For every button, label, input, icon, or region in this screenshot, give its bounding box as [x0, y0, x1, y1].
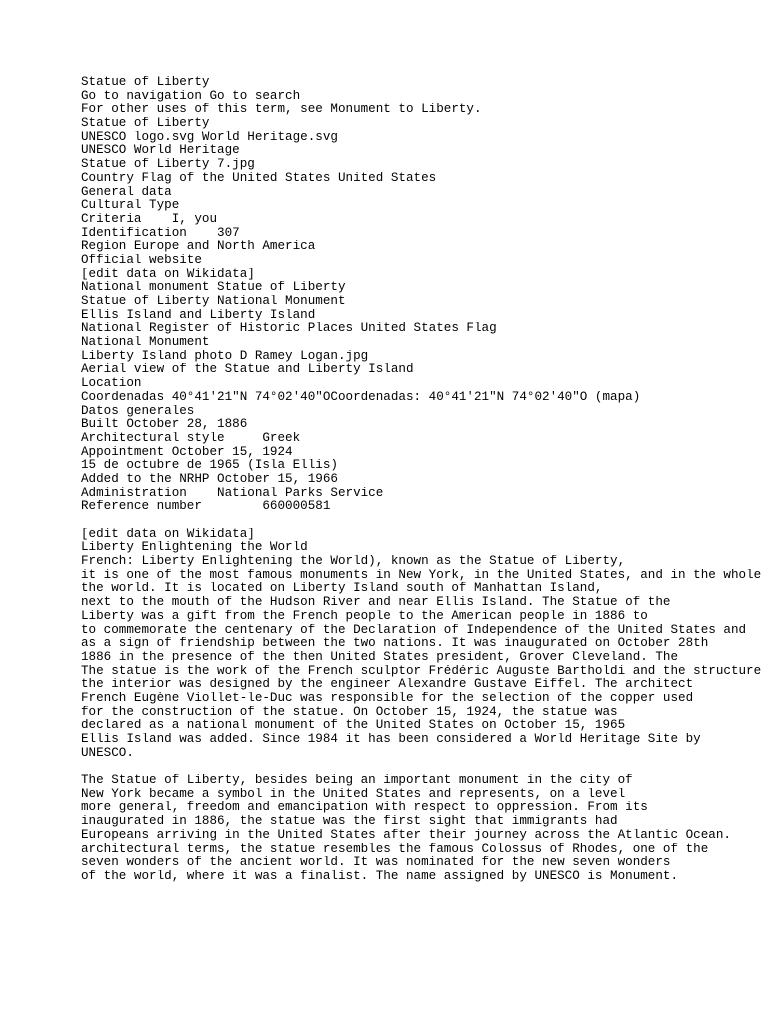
- text-line: [edit data on Wikidata]: [81, 527, 255, 541]
- text-line: Statue of Liberty: [81, 76, 210, 89]
- text-line: Aerial view of the Statue and Liberty Island: [81, 363, 414, 377]
- text-line: next to the mouth of the Hudson River and near Ellis Island. The Statue of the: [81, 596, 671, 610]
- text-line: Statue of Liberty: [81, 117, 210, 131]
- text-line: declared as a national monument of the United States on October 15, 1965: [81, 719, 626, 733]
- text-line: The Statue of Liberty, besides being an important monument in the city of: [81, 774, 633, 788]
- text-line: the world. It is located on Liberty Island south of Manhattan Island,: [81, 582, 603, 596]
- text-line: Liberty Enlightening the World: [81, 541, 308, 555]
- text-line: National Register of Historic Places United States Flag: [81, 322, 497, 336]
- text-line: UNESCO.: [81, 746, 134, 760]
- text-line: the interior was designed by the engineer Alexandre Gustave Eiffel. The architect: [81, 678, 694, 692]
- text-line: 1886 in the presence of the then United States president, Grover Cleveland. The: [81, 650, 679, 664]
- symbolism-paragraph: [81, 774, 768, 884]
- text-line: National monument Statue of Liberty: [81, 281, 346, 295]
- text-line: Country Flag of the United States United States: [81, 171, 437, 185]
- text-line: Go to navigation Go to search: [81, 89, 301, 103]
- text-line: it is one of the most famous monuments in New York, in the United States, and in the whole: [81, 568, 762, 582]
- text-line: Appointment October 15, 1924: [81, 445, 293, 459]
- text-line: Built October 28, 1886: [81, 418, 248, 432]
- text-line: National Monument: [81, 336, 210, 350]
- text-line: of the world, where it was a finalist. The name assigned by UNESCO is Monument.: [81, 869, 679, 883]
- text-line: inaugurated in 1886, the statue was the first sight that immigrants had: [81, 815, 618, 829]
- text-line: Location: [81, 377, 142, 391]
- text-line: The statue is the work of the French sculptor Frédéric Auguste Bartholdi and the structure: [81, 664, 762, 678]
- text-line: Criteria I, you: [81, 212, 218, 226]
- text-line: as a sign of friendship between the two nations. It was inaugurated on October 28th: [81, 637, 709, 651]
- infobox-section: [81, 76, 768, 514]
- text-line: Ellis Island was added. Since 1984 it has been considered a World Heritage Site by: [81, 733, 701, 746]
- text-line: For other uses of this term, see Monument to Liberty.: [81, 103, 482, 117]
- text-line: Statue of Liberty 7.jpg: [81, 158, 255, 172]
- text-line: Administration National Parks Service: [81, 486, 384, 500]
- document-text: [81, 76, 768, 884]
- text-line: architectural terms, the statue resembles the famous Colossus of Rhodes, one of the: [81, 842, 709, 856]
- text-line: UNESCO logo.svg World Heritage.svg: [81, 130, 338, 144]
- text-line: New York became a symbol in the United States and represents, on a level: [81, 787, 626, 801]
- text-line: Liberty Island photo D Ramey Logan.jpg: [81, 349, 369, 363]
- text-line: Liberty was a gift from the French people to the American people in 1886 to: [81, 609, 648, 623]
- text-line: French Eugène Viollet-le-Duc was responsible for the selection of the copper used: [81, 691, 694, 705]
- text-line: Official website: [81, 253, 202, 267]
- text-line: more general, freedom and emancipation with respect to oppression. From its: [81, 801, 648, 815]
- blank-line: [81, 760, 768, 774]
- text-line: for the construction of the statue. On October 15, 1924, the statue was: [81, 705, 618, 719]
- text-line: to commemorate the centenary of the Declaration of Independence of the United States and: [81, 623, 747, 637]
- text-line: Statue of Liberty National Monument: [81, 295, 346, 308]
- text-line: 15 de octubre de 1965 (Isla Ellis): [81, 459, 338, 473]
- text-line: Architectural style Greek: [81, 431, 301, 445]
- text-line: General data: [81, 185, 172, 199]
- text-line: Added to the NRHP October 15, 1966: [81, 472, 338, 486]
- blank-line: [81, 514, 768, 528]
- text-line: French: Liberty Enlightening the World), known as the Statue of Liberty,: [81, 555, 626, 569]
- text-line: Identification 307: [81, 226, 240, 240]
- text-line: Coordenadas 40°41'21"N 74°02'40"OCoordenadas: 40°41'21"N 74°02'40"O (mapa): [81, 390, 641, 404]
- text-line: UNESCO World Heritage: [81, 144, 240, 158]
- text-line: Ellis Island and Liberty Island: [81, 308, 316, 322]
- text-line: Cultural Type: [81, 199, 180, 213]
- text-line: Reference number 660000581: [81, 500, 331, 514]
- text-line: Datos generales: [81, 404, 195, 418]
- text-line: Europeans arriving in the United States after their journey across the Atlantic Ocean.: [81, 828, 731, 842]
- text-line: [edit data on Wikidata]: [81, 267, 255, 281]
- text-line: Region Europe and North America: [81, 240, 316, 254]
- text-line: seven wonders of the ancient world. It was nominated for the new seven wonders: [81, 856, 671, 870]
- intro-paragraph: [81, 528, 768, 761]
